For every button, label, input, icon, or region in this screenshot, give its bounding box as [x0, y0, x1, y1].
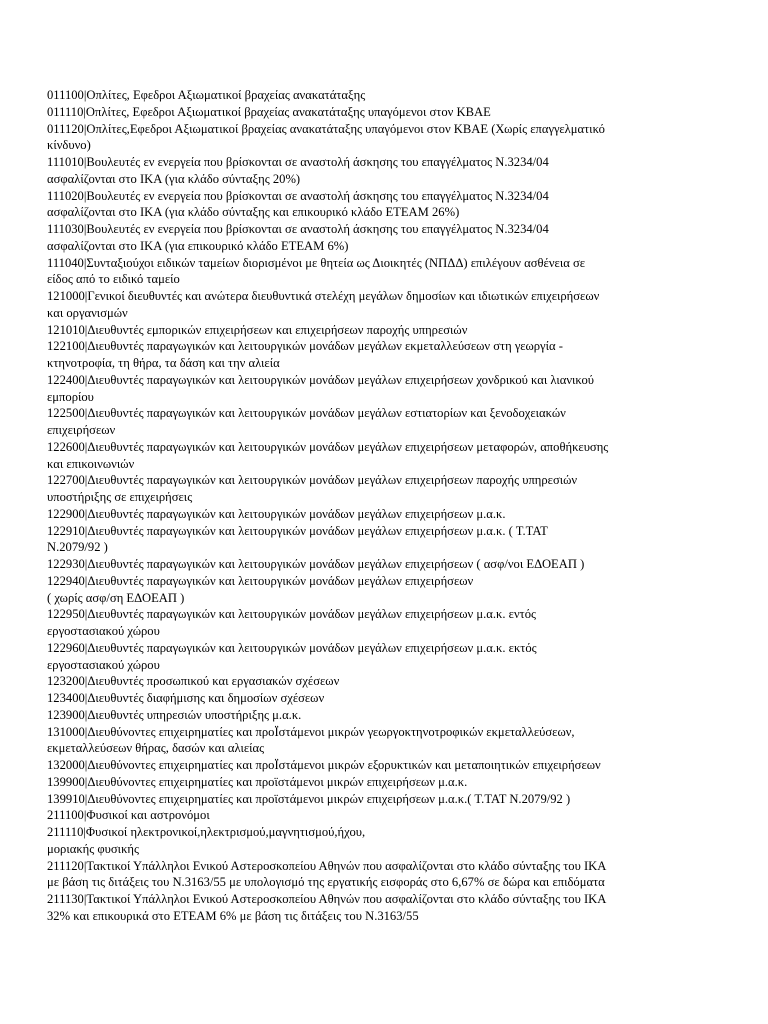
entry-continuation-line	[47, 874, 719, 891]
occupation-entry	[47, 640, 719, 674]
occupation-entry	[47, 405, 719, 439]
entry-first-line	[47, 858, 719, 875]
occupation-description: εκμεταλλεύσεων θήρας, δασών και αλιείας	[47, 741, 265, 756]
occupation-code: 011110 |	[47, 105, 86, 119]
occupation-description: κτηνοτροφία, τη θήρα, τα δάση και την αλιεία	[47, 356, 280, 370]
entry-first-line	[47, 774, 719, 791]
occupation-entry	[47, 707, 719, 724]
occupation-entry	[47, 154, 719, 188]
occupation-entry	[47, 891, 719, 925]
occupation-code: 211120 |	[47, 859, 86, 873]
occupation-description: Βουλευτές εν ενεργεία που βρίσκονται σε αναστολή άσκησης του επαγγέλματος Ν.3234/04	[86, 222, 549, 236]
occupation-description: ( χωρίς ασφ/ση ΕΔΟΕΑΠ )	[47, 590, 185, 605]
entry-continuation-line	[47, 623, 719, 640]
occupation-code: 111010 |	[47, 155, 86, 169]
occupation-entry	[47, 606, 719, 640]
occupation-entry	[47, 372, 719, 406]
entry-first-line	[47, 640, 719, 657]
entry-first-line	[47, 322, 719, 339]
entry-first-line	[47, 87, 719, 104]
occupation-description: ασφαλίζονται στο ΙΚΑ (για κλάδο σύνταξης 20%)	[47, 171, 301, 186]
entry-continuation-line	[47, 740, 719, 757]
entry-continuation-line	[47, 539, 719, 556]
entry-continuation-line	[47, 204, 719, 221]
occupation-code: 211130 |	[47, 892, 86, 906]
occupation-description: Διευθυντές διαφήμισης και δημοσίων σχέσεων	[87, 691, 325, 705]
entry-continuation-line	[47, 908, 719, 925]
occupation-code: 132000 |	[47, 758, 87, 772]
document-page	[47, 87, 719, 925]
entry-continuation-line	[47, 489, 719, 506]
entry-first-line	[47, 121, 719, 138]
occupation-entry	[47, 104, 719, 121]
occupation-description: Διευθύνοντες επιχειρηματίες και προϊστάμενοι μικρών επιχειρήσεων μ.α.κ.( Τ.ΤΑΤ Ν.2079/92 )	[87, 791, 571, 806]
occupation-description: Τακτικοί Υπάλληλοι Ενικού Αστεροσκοπείου Αθηνών που ασφαλίζονται στο κλάδο σύνταξης του ΙΚΑ	[86, 858, 607, 873]
occupation-code: 139900 |	[47, 775, 87, 789]
occupation-description: Οπλίτες, Εφεδροι Αξιωματικοί βραχείας ανακατάταξης	[86, 88, 366, 102]
entry-first-line	[47, 891, 719, 908]
entry-first-line	[47, 405, 719, 422]
occupation-description: κίνδυνο)	[47, 138, 91, 153]
entry-continuation-line	[47, 271, 719, 288]
occupation-code: 123400 |	[47, 691, 87, 705]
entry-continuation-line	[47, 657, 719, 674]
occupation-code: 122900 |	[47, 507, 87, 521]
occupation-description: με βάση τις διτάξεις του Ν.3163/55 με υπολογισμό της εργατικής εισφοράς στο 6,67% σε δώρα και επιδόματα	[47, 875, 605, 890]
entry-continuation-line	[47, 422, 719, 439]
occupation-description: Γενικοί διευθυντές και ανώτερα διευθυντικά στελέχη μεγάλων δημοσίων και ιδιωτικών επιχειρήσεων	[87, 289, 600, 303]
entry-first-line	[47, 188, 719, 205]
occupation-description: εργοστασιακού χώρου	[47, 657, 160, 672]
entry-first-line	[47, 338, 719, 355]
occupation-description: Φυσικοί και αστρονόμοι	[86, 808, 210, 823]
occupation-code: 122400 |	[47, 373, 87, 387]
occupation-description: Διευθυντές εμπορικών επιχειρήσεων και επιχειρήσεων παροχής υπηρεσιών	[87, 322, 468, 337]
entry-continuation-line	[47, 389, 719, 406]
occupation-description: Διευθύνοντες επιχειρηματίες και προΪστάμενοι μικρών γεωργοκτηνοτροφικών εκμεταλλεύσεων,	[87, 724, 575, 739]
occupation-code: 122700 |	[47, 473, 87, 487]
occupation-description: Ν.2079/92 )	[47, 540, 108, 555]
occupation-description: μοριακής φυσικής	[47, 841, 139, 856]
occupation-description: υποστήριξης σε επιχειρήσεις	[47, 490, 193, 504]
entry-continuation-line	[47, 456, 719, 473]
entry-first-line	[47, 439, 719, 456]
occupation-description: Διευθυντές παραγωγικών και λειτουργικών μονάδων μεγάλων επιχειρήσεων χονδρικού και λιανικού	[87, 372, 595, 387]
occupation-code: 111020 |	[47, 189, 86, 203]
occupation-code: 122910 |	[47, 524, 87, 538]
occupation-description: Φυσικοί ηλεκτρονικοί,ηλεκτρισμού,μαγνητισμού,ήχου,	[85, 825, 366, 839]
occupation-entry	[47, 556, 719, 573]
occupation-description: Βουλευτές εν ενεργεία που βρίσκονται σε αναστολή άσκησης του επαγγέλματος Ν.3234/04	[86, 155, 549, 169]
occupation-entry	[47, 757, 719, 774]
occupation-entry	[47, 221, 719, 255]
occupation-description: Τακτικοί Υπάλληλοι Ενικού Αστεροσκοπείου Αθηνών που ασφαλίζονται στο κλάδο σύνταξης του ΙΚΑ	[86, 892, 607, 906]
entry-first-line	[47, 791, 719, 808]
entry-first-line	[47, 824, 719, 841]
occupation-description: Διευθύνοντες επιχειρηματίες και προΪστάμενοι μικρών εξορυκτικών και μεταποιητικών επιχειρήσεων	[87, 758, 601, 772]
occupation-description: Διευθυντές παραγωγικών και λειτουργικών μονάδων μεγάλων επιχειρήσεων μ.α.κ. εντός	[87, 607, 536, 622]
entry-first-line	[47, 573, 719, 590]
occupation-code: 122960 |	[47, 641, 87, 655]
entry-first-line	[47, 556, 719, 573]
occupation-description: Διευθυντές παραγωγικών και λειτουργικών μονάδων μεγάλων επιχειρήσεων μεταφορών, αποθήκευσης	[87, 439, 609, 454]
occupation-code: 011100 |	[47, 88, 86, 102]
occupation-entry	[47, 188, 719, 222]
entry-first-line	[47, 154, 719, 171]
entry-first-line	[47, 255, 719, 272]
occupation-entry	[47, 288, 719, 322]
occupation-description: Διευθυντές παραγωγικών και λειτουργικών μονάδων μεγάλων επιχειρήσεων μ.α.κ.	[87, 506, 506, 521]
occupation-code: 122100 |	[47, 339, 87, 353]
occupation-description: ασφαλίζονται στο ΙΚΑ (για κλάδο σύνταξης και επικουρικό κλάδο ΕΤΕΑΜ 26%)	[47, 205, 460, 220]
occupation-code: 111030 |	[47, 222, 86, 236]
occupation-entry	[47, 322, 719, 339]
entry-first-line	[47, 221, 719, 238]
occupation-description: εργοστασιακού χώρου	[47, 624, 160, 638]
entry-first-line	[47, 690, 719, 707]
occupation-description: Διευθυντές παραγωγικών και λειτουργικών μονάδων μεγάλων επιχειρήσεων ( ασφ/νοι ΕΔΟΕΑΠ )	[87, 557, 585, 571]
entry-first-line	[47, 506, 719, 523]
occupation-description: Διευθυντές παραγωγικών και λειτουργικών μονάδων μεγάλων εστιατορίων και ξενοδοχειακών	[87, 406, 566, 421]
entry-continuation-line	[47, 238, 719, 255]
occupation-description: Διευθυντές παραγωγικών και λειτουργικών μονάδων μεγάλων επιχειρήσεων παροχής υπηρεσιών	[87, 473, 578, 488]
entry-first-line	[47, 606, 719, 623]
occupation-code: 122600 |	[47, 440, 87, 454]
entry-first-line	[47, 707, 719, 724]
occupation-description: Διευθυντές παραγωγικών και λειτουργικών μονάδων μεγάλων επιχειρήσεων μ.α.κ. εκτός	[87, 640, 537, 655]
occupation-entry	[47, 774, 719, 791]
entry-continuation-line	[47, 137, 719, 154]
occupation-code: 123200 |	[47, 674, 87, 688]
occupation-description: Οπλίτες,Εφεδροι Αξιωματικοί βραχείας ανακατάταξης υπαγόμενοι στον ΚΒΑΕ (Χωρίς επαγγελματικό	[86, 121, 605, 136]
occupation-entry	[47, 255, 719, 289]
entry-first-line	[47, 288, 719, 305]
occupation-entry	[47, 690, 719, 707]
entry-continuation-line	[47, 355, 719, 372]
occupation-code: 131000 |	[47, 725, 87, 739]
entry-continuation-line	[47, 305, 719, 322]
occupation-description: Διευθυντές παραγωγικών και λειτουργικών μονάδων μεγάλων εκμεταλλεύσεων στη γεωργία -	[87, 339, 563, 354]
occupation-code: 139910 |	[47, 792, 87, 806]
occupation-description: Οπλίτες, Εφεδροι Αξιωματικοί βραχείας ανακατάταξης υπαγόμενοι στον ΚΒΑΕ	[85, 104, 491, 119]
occupation-description: Διευθυντές παραγωγικών και λειτουργικών μονάδων μεγάλων επιχειρήσεων μ.α.κ. ( Τ.ΤΑΤ	[87, 523, 548, 538]
occupation-description: 32% και επικουρικά στο ΕΤΕΑΜ 6% με βάση τις διτάξεις του Ν.3163/55	[47, 908, 419, 923]
occupation-description: Διευθυντές προσωπικού και εργασιακών σχέσεων	[87, 674, 340, 689]
occupation-entry	[47, 439, 719, 473]
occupation-entry	[47, 858, 719, 892]
occupation-code: 211100 |	[47, 808, 86, 822]
occupation-description: Διευθυντές παραγωγικών και λειτουργικών μονάδων μεγάλων επιχειρήσεων	[87, 573, 474, 588]
entry-first-line	[47, 472, 719, 489]
occupation-description: Συνταξιούχοι ειδικών ταμείων διορισμένοι με θητεία ως Διοικητές (ΝΠΔΔ) επιλέγουν ασθένεια σε	[86, 255, 586, 270]
occupation-entry	[47, 573, 719, 607]
occupation-entry	[47, 724, 719, 758]
occupation-code: 121010 |	[47, 323, 87, 337]
occupation-description: και οργανισμών	[47, 305, 128, 320]
occupation-code: 123900 |	[47, 708, 87, 722]
occupation-code: 011120 |	[47, 122, 86, 136]
occupation-description: επιχειρήσεων	[47, 423, 116, 437]
occupation-entry	[47, 121, 719, 155]
occupation-entry	[47, 673, 719, 690]
occupation-description: ασφαλίζονται στο ΙΚΑ (για επικουρικό κλάδο ΕΤΕΑΜ 6%)	[47, 238, 349, 253]
occupation-entry	[47, 824, 719, 858]
entry-continuation-line	[47, 590, 719, 607]
occupation-entry	[47, 807, 719, 824]
occupation-code: 122950 |	[47, 607, 87, 621]
occupation-description: εμπορίου	[47, 389, 94, 404]
occupation-code: 122500 |	[47, 406, 87, 420]
entry-first-line	[47, 757, 719, 774]
occupation-entry	[47, 791, 719, 808]
occupation-entry	[47, 506, 719, 523]
entry-first-line	[47, 724, 719, 741]
occupation-description: Βουλευτές εν ενεργεία που βρίσκονται σε αναστολή άσκησης του επαγγέλματος Ν.3234/04	[86, 188, 549, 203]
occupation-code: 211110 |	[47, 825, 86, 839]
occupation-entry	[47, 338, 719, 372]
occupation-code: 122940 |	[47, 574, 87, 588]
entry-first-line	[47, 372, 719, 389]
occupation-description: Διευθυντές υπηρεσιών υποστήριξης μ.α.κ.	[87, 707, 302, 722]
occupation-code: 121000 |	[47, 289, 87, 303]
entry-continuation-line	[47, 171, 719, 188]
entry-first-line	[47, 673, 719, 690]
occupation-entry	[47, 523, 719, 557]
occupation-description: είδος από το ειδικό ταμείο	[47, 272, 180, 287]
entry-first-line	[47, 523, 719, 540]
occupation-entry	[47, 87, 719, 104]
occupation-description: Διευθύνοντες επιχειρηματίες και προϊστάμενοι μικρών επιχειρήσεων μ.α.κ.	[87, 774, 468, 789]
occupation-entry	[47, 472, 719, 506]
occupation-description: και επικοινωνιών	[47, 456, 135, 471]
entry-first-line	[47, 807, 719, 824]
entry-first-line	[47, 104, 719, 121]
occupation-code: 122930 |	[47, 557, 87, 571]
occupation-code: 111040 |	[47, 256, 86, 270]
entry-continuation-line	[47, 841, 719, 858]
